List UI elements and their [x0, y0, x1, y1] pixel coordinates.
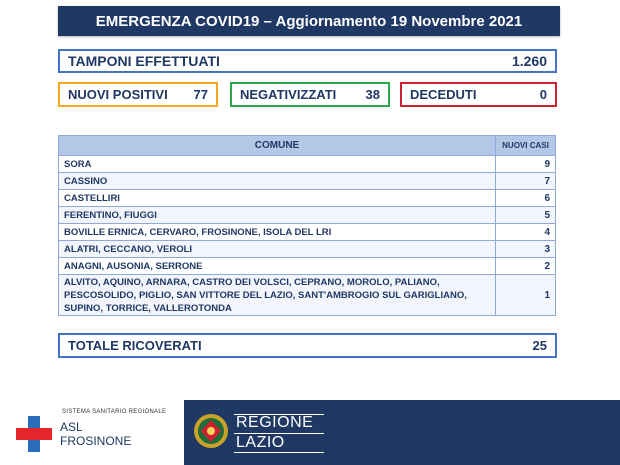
negativizzati-value: 38 — [365, 87, 380, 102]
comune-cell: SORA — [59, 156, 496, 173]
nuovi-positivi-label: NUOVI POSITIVI — [68, 87, 168, 102]
regione-emblem-icon — [193, 413, 229, 449]
comune-cell: ANAGNI, AUSONIA, SERRONE — [59, 258, 496, 275]
comune-cell: CASSINO — [59, 173, 496, 190]
casi-cell: 9 — [496, 156, 556, 173]
negativizzati-label: NEGATIVIZZATI — [240, 87, 337, 102]
regione-line1: REGIONE — [236, 414, 314, 431]
casi-cell: 6 — [496, 190, 556, 207]
comune-cell: FERENTINO, FIUGGI — [59, 207, 496, 224]
ssr-label: SISTEMA SANITARIO REGIONALE — [62, 409, 167, 415]
table-header-row — [59, 136, 556, 156]
comuni-table — [58, 135, 556, 316]
nuovi-positivi-box — [58, 82, 218, 107]
casi-cell: 2 — [496, 258, 556, 275]
negativizzati-box — [230, 82, 390, 107]
table-row — [59, 207, 556, 224]
table-row — [59, 224, 556, 241]
comune-cell: CASTELLIRI — [59, 190, 496, 207]
ricoverati-label: TOTALE RICOVERATI — [68, 338, 202, 353]
comune-cell: BOVILLE ERNICA, CERVARO, FROSINONE, ISOLA DEL LRI — [59, 224, 496, 241]
table-row — [59, 241, 556, 258]
asl-frosinone-label: FROSINONE — [60, 434, 132, 448]
table-row — [59, 258, 556, 275]
tamponi-label: TAMPONI EFFETTUATI — [68, 53, 220, 69]
ricoverati-box — [58, 333, 557, 358]
comune-cell: ALVITO, AQUINO, ARNARA, CASTRO DEI VOLSCI, CEPRANO, MOROLO, PALIANO, PESCOSOLIDO, PIGLIO, SAN VITTORE DEL LAZIO, SANT'AMBROGIO SUL GARIGLIANO, SUPINO, TORRICE, VALLEROTONDA — [59, 275, 496, 316]
asl-logo-area — [0, 400, 184, 465]
deceduti-box — [400, 82, 557, 107]
tamponi-value: 1.260 — [511, 53, 547, 69]
asl-label: ASL — [60, 420, 83, 434]
table-row — [59, 275, 556, 316]
tamponi-box — [58, 49, 557, 73]
table-row — [59, 173, 556, 190]
asl-cross-icon — [16, 416, 52, 452]
table-row — [59, 190, 556, 207]
ricoverati-value: 25 — [532, 338, 547, 353]
deceduti-label: DECEDUTI — [410, 87, 477, 102]
col-casi-header: NUOVI CASI — [496, 136, 556, 156]
page-title: EMERGENZA COVID19 – Aggiornamento 19 Novembre 2021 — [58, 6, 560, 36]
casi-cell: 7 — [496, 173, 556, 190]
deceduti-value: 0 — [539, 87, 547, 102]
casi-cell: 4 — [496, 224, 556, 241]
table-row — [59, 156, 556, 173]
casi-cell: 5 — [496, 207, 556, 224]
casi-cell: 1 — [496, 275, 556, 316]
comune-cell: ALATRI, CECCANO, VEROLI — [59, 241, 496, 258]
col-comune-header: COMUNE — [59, 136, 496, 156]
regione-line2: LAZIO — [236, 434, 285, 451]
casi-cell: 3 — [496, 241, 556, 258]
regione-rule-middle — [234, 433, 324, 434]
regione-rule-bottom — [234, 452, 324, 453]
nuovi-positivi-value: 77 — [193, 87, 208, 102]
